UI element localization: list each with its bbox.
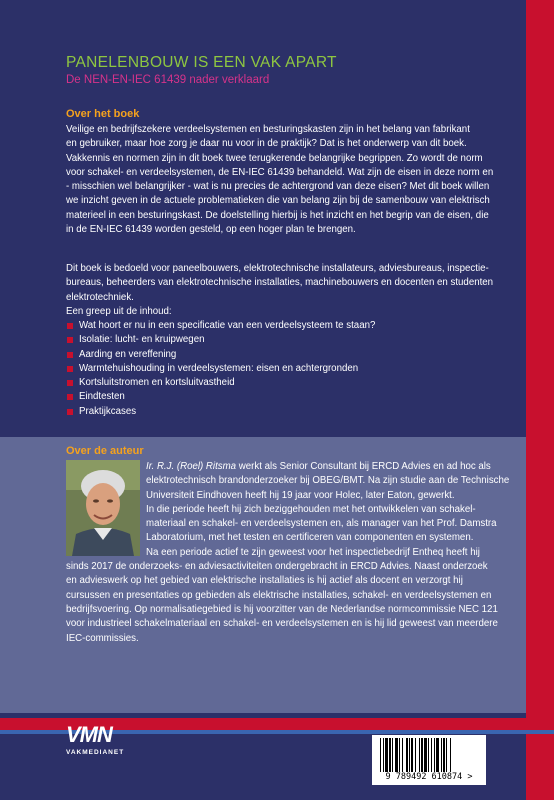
author-bio-line: IEC-commissies. [66, 632, 139, 644]
paragraph-line: Een greep uit de inhoud: [66, 305, 172, 317]
paragraph-line: Veilige en bedrijfszekere verdeelsystemen en besturingskasten zijn in het belang van fabrikant [66, 124, 470, 135]
bullet-square-icon [67, 409, 73, 415]
author-bio-line: elektrotechnisch brandonderzoeker bij OBEG/BMT. Na zijn studie aan de Technische [146, 475, 510, 487]
list-item: Eindtesten [66, 390, 375, 404]
red-side-strip [526, 0, 554, 800]
logo-subtext: VAKMEDIANET [66, 749, 125, 756]
author-bio-line: Laboratorium, met het testen en certificeren van componenten en systemen. [146, 532, 474, 544]
author-bio-line: sinds 2017 de onderzoeks- en adviesactiviteiten ondergebracht in ERCD Advies. Naast onderzoek [66, 561, 488, 573]
author-bio-line: Universiteit Eindhoven heeft hij 19 jaar voor Holec, later Eaton, gewerkt. [146, 489, 455, 501]
bullet-square-icon [67, 352, 73, 358]
author-bio-line: voor industrieel schakelmateriaal en schakel- en verdeelsystemen en is hij lid geweest van meerdere [66, 618, 498, 630]
paragraph-line: voor schakel- en verdeelsystemen, de EN-IEC 61439 behandeld. Wat zijn de eisen in deze norm en [66, 166, 494, 178]
list-item: Wat hoort er nu in een specificatie van een verdeelsysteem te staan? [66, 319, 375, 333]
book-title: PANELENBOUW IS EEN VAK APART [66, 54, 337, 71]
list-item: Aarding en vereffening [66, 348, 375, 362]
paragraph-line: en gebruiker, maar hoe zorg je daar nu voor in de praktijk? Dat is het onderwerp van dit boek. [66, 138, 467, 150]
isbn-barcode [372, 735, 486, 785]
paragraph-line: in de EN-IEC 61439 worden gesteld, op een hoger plan te brengen. [66, 224, 356, 236]
barcode-bars [380, 738, 478, 772]
author-bio-line: Ir. R.J. (Roel) Ritsma werkt als Senior Consultant bij ERCD Advies en ad hoc als [146, 461, 491, 472]
author-bio-line: bedrijfsvoering. Op normalisatiegebied is hij voorzitter van de Nederlandse normcommissie NEC 121 [66, 603, 498, 615]
about-book-paragraph-2 [66, 262, 518, 319]
paragraph-line: Dit boek is bedoeld voor paneelbouwers, elektrotechnische installateurs, adviesbureaus, inspectie- [66, 263, 489, 274]
author-bio-line: Na een periode actief te zijn geweest voor het inspectiebedrijf Entheq heeft hij [146, 546, 480, 558]
about-book-paragraph-1 [66, 123, 518, 237]
paragraph-line: Vakkennis en normen zijn in dit boek twee terugkerende belangrijke begrippen. Zo wordt de norm [66, 152, 483, 164]
list-item: Praktijkcases [66, 405, 375, 419]
paragraph-line: we inzicht geven in de actuele problematieken die van belang zijn bij de samenbouw van elektrisch [66, 195, 490, 207]
isbn-number: 9 789492 610874 > [385, 772, 473, 782]
paragraph-line: - misschien wel belangrijker - wat is nu precies de achtergrond van deze eisen? Met dit boek willen [66, 181, 490, 193]
paragraph-line: bureaus, beheerders van elektrotechnische installaties, machinebouwers en docenten en studenten [66, 277, 494, 289]
contents-list [66, 319, 375, 419]
book-subtitle: De NEN-EN-IEC 61439 nader verklaard [66, 74, 270, 86]
bullet-square-icon [67, 380, 73, 386]
logo-text: VMN [66, 722, 112, 747]
list-item: Warmtehuishouding in verdeelsystemen: eisen en achtergronden [66, 362, 375, 376]
author-bio-line: en advieswerk op het gebied van elektrische installaties is hij actief als docent en verzorgt hij [66, 575, 463, 587]
author-bio-line: materiaal en schakel- en verdeelsystemen en, als manager van het Prof. Damstra [146, 518, 497, 530]
list-item: Isolatie: lucht- en kruipwegen [66, 333, 375, 347]
about-author-heading: Over de auteur [66, 445, 144, 457]
paragraph-line: elektrotechniek. [66, 291, 134, 303]
bullet-square-icon [67, 323, 73, 329]
bullet-square-icon [67, 394, 73, 400]
publisher-logo [66, 720, 136, 760]
author-bio-line: cursussen en presentaties op gebieden als elektrische installaties, schakel- en verdeelsystemen en [66, 589, 492, 601]
author-bio-line: In die periode heeft hij zich beziggehouden met het ontwikkelen van schakel- [146, 503, 476, 515]
bullet-square-icon [67, 366, 73, 372]
list-item: Kortsluitstromen en kortsluitvastheid [66, 376, 375, 390]
paragraph-line: materieel in een besturingskast. De doelstelling hierbij is het inzicht en het begrip van de eisen, die [66, 209, 489, 221]
author-name: Ir. R.J. (Roel) Ritsma [146, 461, 237, 472]
bullet-square-icon [67, 337, 73, 343]
author-photo [66, 460, 140, 556]
author-bio [66, 460, 510, 646]
about-book-heading: Over het boek [66, 108, 140, 120]
